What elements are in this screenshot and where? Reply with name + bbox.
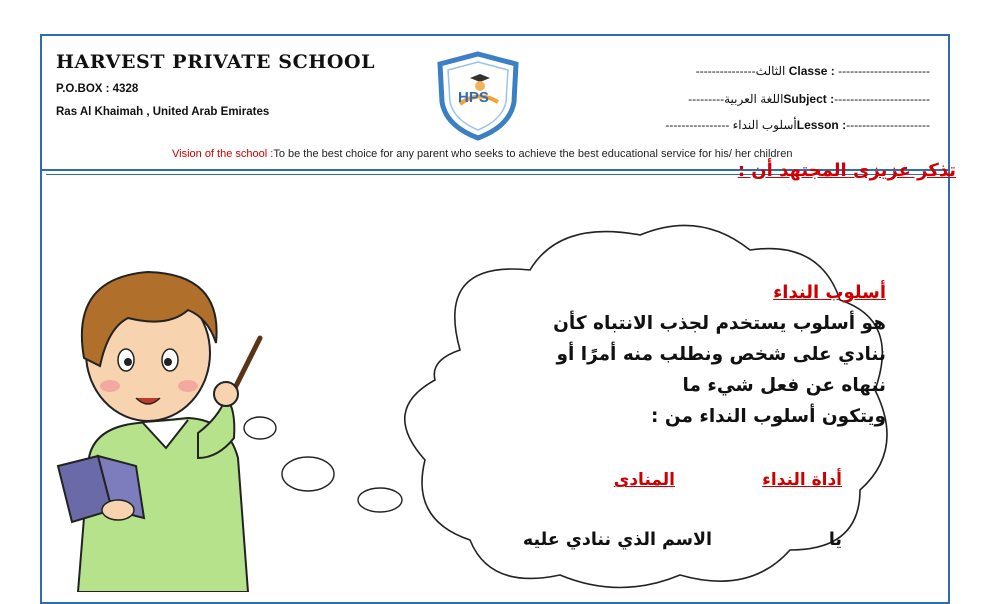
header	[42, 36, 948, 170]
address: Ras Al Khaimah , United Arab Emirates	[56, 106, 270, 118]
cloud-line-2: ننادي على شخص ونطلب منه أمرًا أو	[556, 344, 886, 365]
example-tool: يا	[828, 530, 842, 550]
lesson-label: Lesson :	[796, 118, 847, 132]
vision-statement	[172, 148, 792, 160]
logo-text: HPS	[458, 89, 489, 106]
label-called: المنادى	[613, 470, 675, 490]
remember-heading: تذكر عزيزى المجتهد أن :	[737, 160, 956, 181]
example-called: الاسم الذي ننادي عليه	[522, 530, 712, 550]
class-label: Classe :	[785, 64, 835, 78]
class-line	[696, 64, 930, 78]
school-name: HARVEST PRIVATE SCHOOL	[56, 51, 376, 73]
school-logo	[430, 50, 526, 142]
subject-line	[688, 92, 930, 106]
book-icon	[58, 456, 144, 522]
subject-suffix: ------------------------	[834, 92, 930, 106]
cloud-line-3: ننهاه عن فعل شيء ما	[682, 375, 886, 396]
vision-label: Vision of the school :	[172, 148, 274, 160]
cloud-line-4: ويتكون أسلوب النداء من :	[650, 406, 886, 427]
cloud-content	[466, 278, 886, 432]
cloud-line-1: هو أسلوب يستخدم لجذب الانتباه كأن	[553, 313, 886, 334]
lesson-value: ---------------- أسلوب النداء	[665, 118, 797, 132]
lesson-suffix: ---------------------	[846, 118, 930, 132]
lesson-line	[665, 118, 930, 132]
vision-text: To be the best choice for any parent who seeks to achieve the best educational service for his/ her children	[273, 148, 793, 160]
class-suffix: -----------------------	[834, 64, 930, 78]
pobox: P.O.BOX : 4328	[56, 83, 139, 95]
class-value: ---------------الثالث	[695, 64, 786, 78]
label-tool: أداة النداء	[762, 470, 842, 490]
cloud-title: أسلوب النداء	[773, 282, 886, 303]
subject-label: Subject :	[783, 92, 835, 106]
teacher-illustration	[48, 248, 348, 592]
subject-value: ---------اللغة العربية	[688, 92, 784, 106]
